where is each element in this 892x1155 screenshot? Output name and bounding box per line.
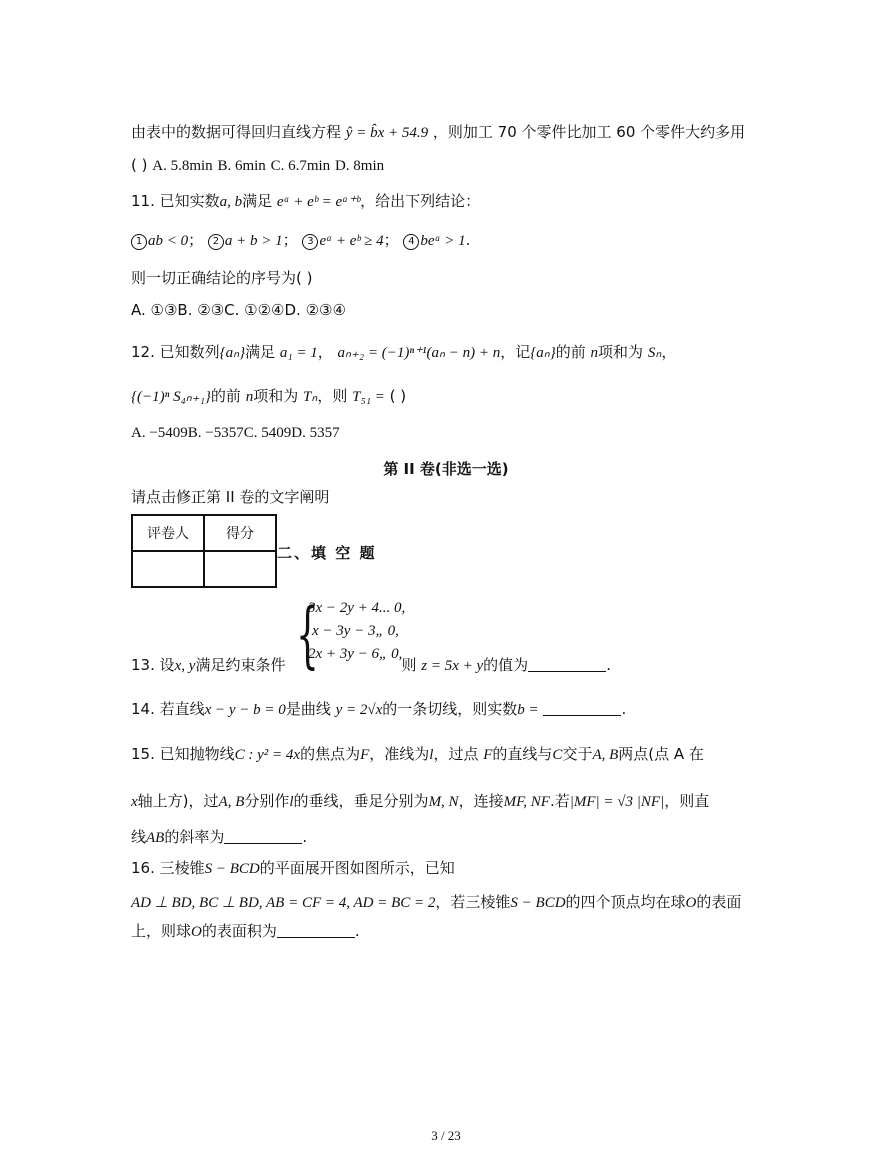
q12-Tn: Tₙ [303,389,318,405]
q16-conditions: AD ⊥ BD, BC ⊥ BD, AB = CF = 4, AD = BC = 2 [131,895,436,911]
q16-period: . [354,922,360,940]
q12-recurrence: aₙ₊₂ = (−1)ⁿ⁺¹(aₙ − n) + n [337,345,501,361]
q15-l2-text-e: .若 [549,792,570,810]
q16-text-e: 的表面 [696,893,742,911]
q14-text: 14. 若直线 [131,700,205,718]
q16-l2-O: O [191,924,202,940]
constraint-3: 2x + 3y − 6„ 0, [308,646,403,662]
q11-period: . [465,231,471,249]
q13-text-c: 则 [401,656,417,674]
q12-answer-paren: ( ) [389,387,407,405]
q11-text-b: 满足 [242,192,273,210]
q12-option-a: A. −5409 [131,425,188,441]
q14-curve-eq: y = 2√x [335,702,383,718]
q15-l2-text-f: ，则直 [664,792,710,810]
q11-options-line [131,299,346,321]
q13-vars: x, y [174,658,196,674]
q13-text-b: 满足约束条件 [195,656,286,674]
q12-T51: T₅₁ = [352,389,385,405]
q12-stem-line: 12. 已知数列{aₙ}满足 a₁ = 1， aₙ₊₂ = (−1)ⁿ⁺¹(aₙ − n) + n，记{aₙ}的前 n项和为 Sₙ， [131,343,677,361]
q13-answer-blank[interactable] [528,655,606,672]
q12-n: n [590,345,599,361]
q16-l2-text-b: 的表面积为 [201,922,277,940]
q15-F: F [360,747,370,763]
q12-n-2: n [245,389,254,405]
q16-line-3 [131,920,360,943]
circled-1-icon: 1 [131,234,147,250]
q12-option-c: C. 5409 [243,425,292,441]
q11-conclusion-2: a + b > 1 [224,233,283,249]
q15-l3-AB: AB [146,830,165,846]
q10-text: 由表中的数据可得回归直线方程 [131,123,342,141]
q16-answer-blank[interactable] [277,921,355,938]
circled-4-icon: 4 [403,234,419,250]
section-note [131,486,329,508]
section-note-text: 请点击修正第 II 卷的文字阐明 [131,488,330,506]
q16-line-1 [131,857,455,880]
q15-text-b: 的焦点为 [300,745,361,763]
q10-options-line [131,154,384,177]
q11-vars: a, b [219,194,243,210]
q11-stem-line [131,190,480,213]
q12-text-d: 的前 [555,343,586,361]
score-cell-score [204,551,276,587]
q12-Sn: Sₙ [647,345,662,361]
q11-conclusion-4: beᵃ > 1 [420,233,466,249]
q15-text: 15. 已知抛物线 [131,745,235,763]
score-header-score: 得分 [204,515,276,551]
q14-period: . [621,700,627,718]
q10-option-c: C. 6.7min [270,158,331,174]
q15-l2-text-a: 轴上方)，过 [137,792,219,810]
q10-regression-equation: ŷ = b̂x + 54.9 [345,125,429,141]
q13-objective: z = 5x + y [421,658,484,674]
q15-l3-text-a: 线 [131,828,147,846]
q12-sequence: {aₙ} [219,345,246,361]
q15-line-2 [131,790,709,813]
q15-text-f: 交于 [562,745,593,763]
circled-3-icon: 3 [302,234,318,250]
q15-line-1 [131,743,704,766]
q15-answer-blank[interactable] [224,827,302,844]
q14-answer-blank[interactable] [543,699,621,716]
q16-text-c: ，若三棱锥 [435,893,511,911]
q12-text-b: 满足 [245,343,276,361]
q12-l2-text-b: 项和为 [253,387,299,405]
q11-text-c: ，给出下列结论： [360,192,481,210]
q15-text-c: ，准线为 [369,745,430,763]
q13-text: 13. 设 [131,656,175,674]
q14-line [131,698,626,721]
q16-text: 16. 三棱锥 [131,859,205,877]
circled-2-icon: 2 [208,234,224,250]
q15-l2-text-d: ，连接 [458,792,504,810]
q15-MF-NF: MF, NF [503,794,550,810]
q14-line-eq: x − y − b = 0 [204,702,286,718]
q16-pyramid-2: S − BCD [510,895,566,911]
q16-l2-text-a: 上，则球 [131,922,192,940]
q12-l2-text-a: 的前 [210,387,241,405]
q12-line-2 [131,385,406,408]
constraint-2: x − 3y − 3„ 0, [312,623,399,639]
q15-text-g: 两点(点 A 在 [618,745,704,763]
q12-initial: a₁ = 1 [279,345,318,361]
q11-conclusion-1: ab < 0 [148,233,189,249]
q11-ask: 则一切正确结论的序号为( ) [131,269,313,287]
q15-period: . [302,828,308,846]
page-number: 3 / 23 [431,1128,461,1143]
q16-line-2 [131,891,741,914]
q13-period: . [606,656,611,674]
q15-l: l [429,747,434,763]
q15-text-d: ，过点 [433,745,479,763]
section-title: 第 II 卷(非选一选) [383,460,509,478]
q16-text-b: 的平面展开图如图所示，已知 [259,859,455,877]
q16-pyramid: S − BCD [204,861,260,877]
q15-l2-text-b: 分别作 [244,792,290,810]
q15-AB: A, B [592,747,619,763]
q14-text-c: 的一条切线，则实数 [382,700,518,718]
q14-b: b = [517,702,539,718]
q13-text-d: 的值为 [483,656,529,674]
q11-conclusion-3: eᵃ + eᵇ ≥ 4 [319,233,384,249]
q13-line [131,654,611,677]
q15-l2-AB: A, B [218,794,245,810]
part-title: 二、填 空 题 [277,544,377,562]
score-cell-grader [132,551,204,587]
q12-l2-text-c: ，则 [317,387,348,405]
score-table [131,514,277,588]
q12-sequence-2: {aₙ} [530,345,556,361]
q10-text-tail: ，则加工 70 个零件比加工 60 个零件大约多用 [432,123,746,141]
q12-options-line [131,421,340,444]
q16-text-d: 的四个顶点均在球 [565,893,686,911]
q12-option-d: D. 5357 [291,425,340,441]
q15-C: C [552,747,563,763]
q11-text: 11. 已知实数 [131,192,220,210]
q16-O: O [685,895,697,911]
q10-option-d: D. 8min [334,158,385,174]
q15-parabola: C : y² = 4x [234,747,301,763]
q12-seq-2: {(−1)ⁿ S₄ₙ₊₁} [131,389,211,405]
q15-x: x [131,794,138,810]
q10-option-a: A. 5.8min [152,158,213,174]
q15-MN: M, N [428,794,459,810]
q12-text: 12. 已知数列 [131,343,220,361]
q10-option-b: B. 6min [217,158,266,174]
q15-l2-l: l [289,794,294,810]
q11-options: A. ①③B. ②③C. ①②④D. ②③④ [131,301,346,319]
constraint-brace: { [296,592,319,676]
q10-answer-paren: ( ) [131,156,148,174]
q15-l3-text-b: 的斜率为 [164,828,225,846]
q15-ratio-eq: |MF| = √3 |NF| [569,794,665,810]
q12-text-c: ，记 [500,343,531,361]
q14-text-b: 是曲线 [285,700,331,718]
q11-equation: eᵃ + eᵇ = eᵃ⁺ᵇ [276,194,361,210]
q15-text-e: 的直线与 [492,745,553,763]
q10-stem-line [131,121,745,144]
q12-option-b: B. −5357 [187,425,244,441]
score-header-grader: 评卷人 [132,515,204,551]
q11-conclusions-line: 1 ab < 0； 2 a + b > 1； 3 eᵃ + eᵇ ≥ 4； 4 beᵃ > 1. [131,229,470,252]
q12-text-e: 项和为 [598,343,644,361]
q15-line-3 [131,826,307,849]
q15-l2-text-c: 的垂线，垂足分别为 [293,792,429,810]
q15-F-2: F [483,747,493,763]
q11-ask-line [131,267,312,289]
constraint-1: 3x − 2y + 4... 0, [308,600,406,616]
